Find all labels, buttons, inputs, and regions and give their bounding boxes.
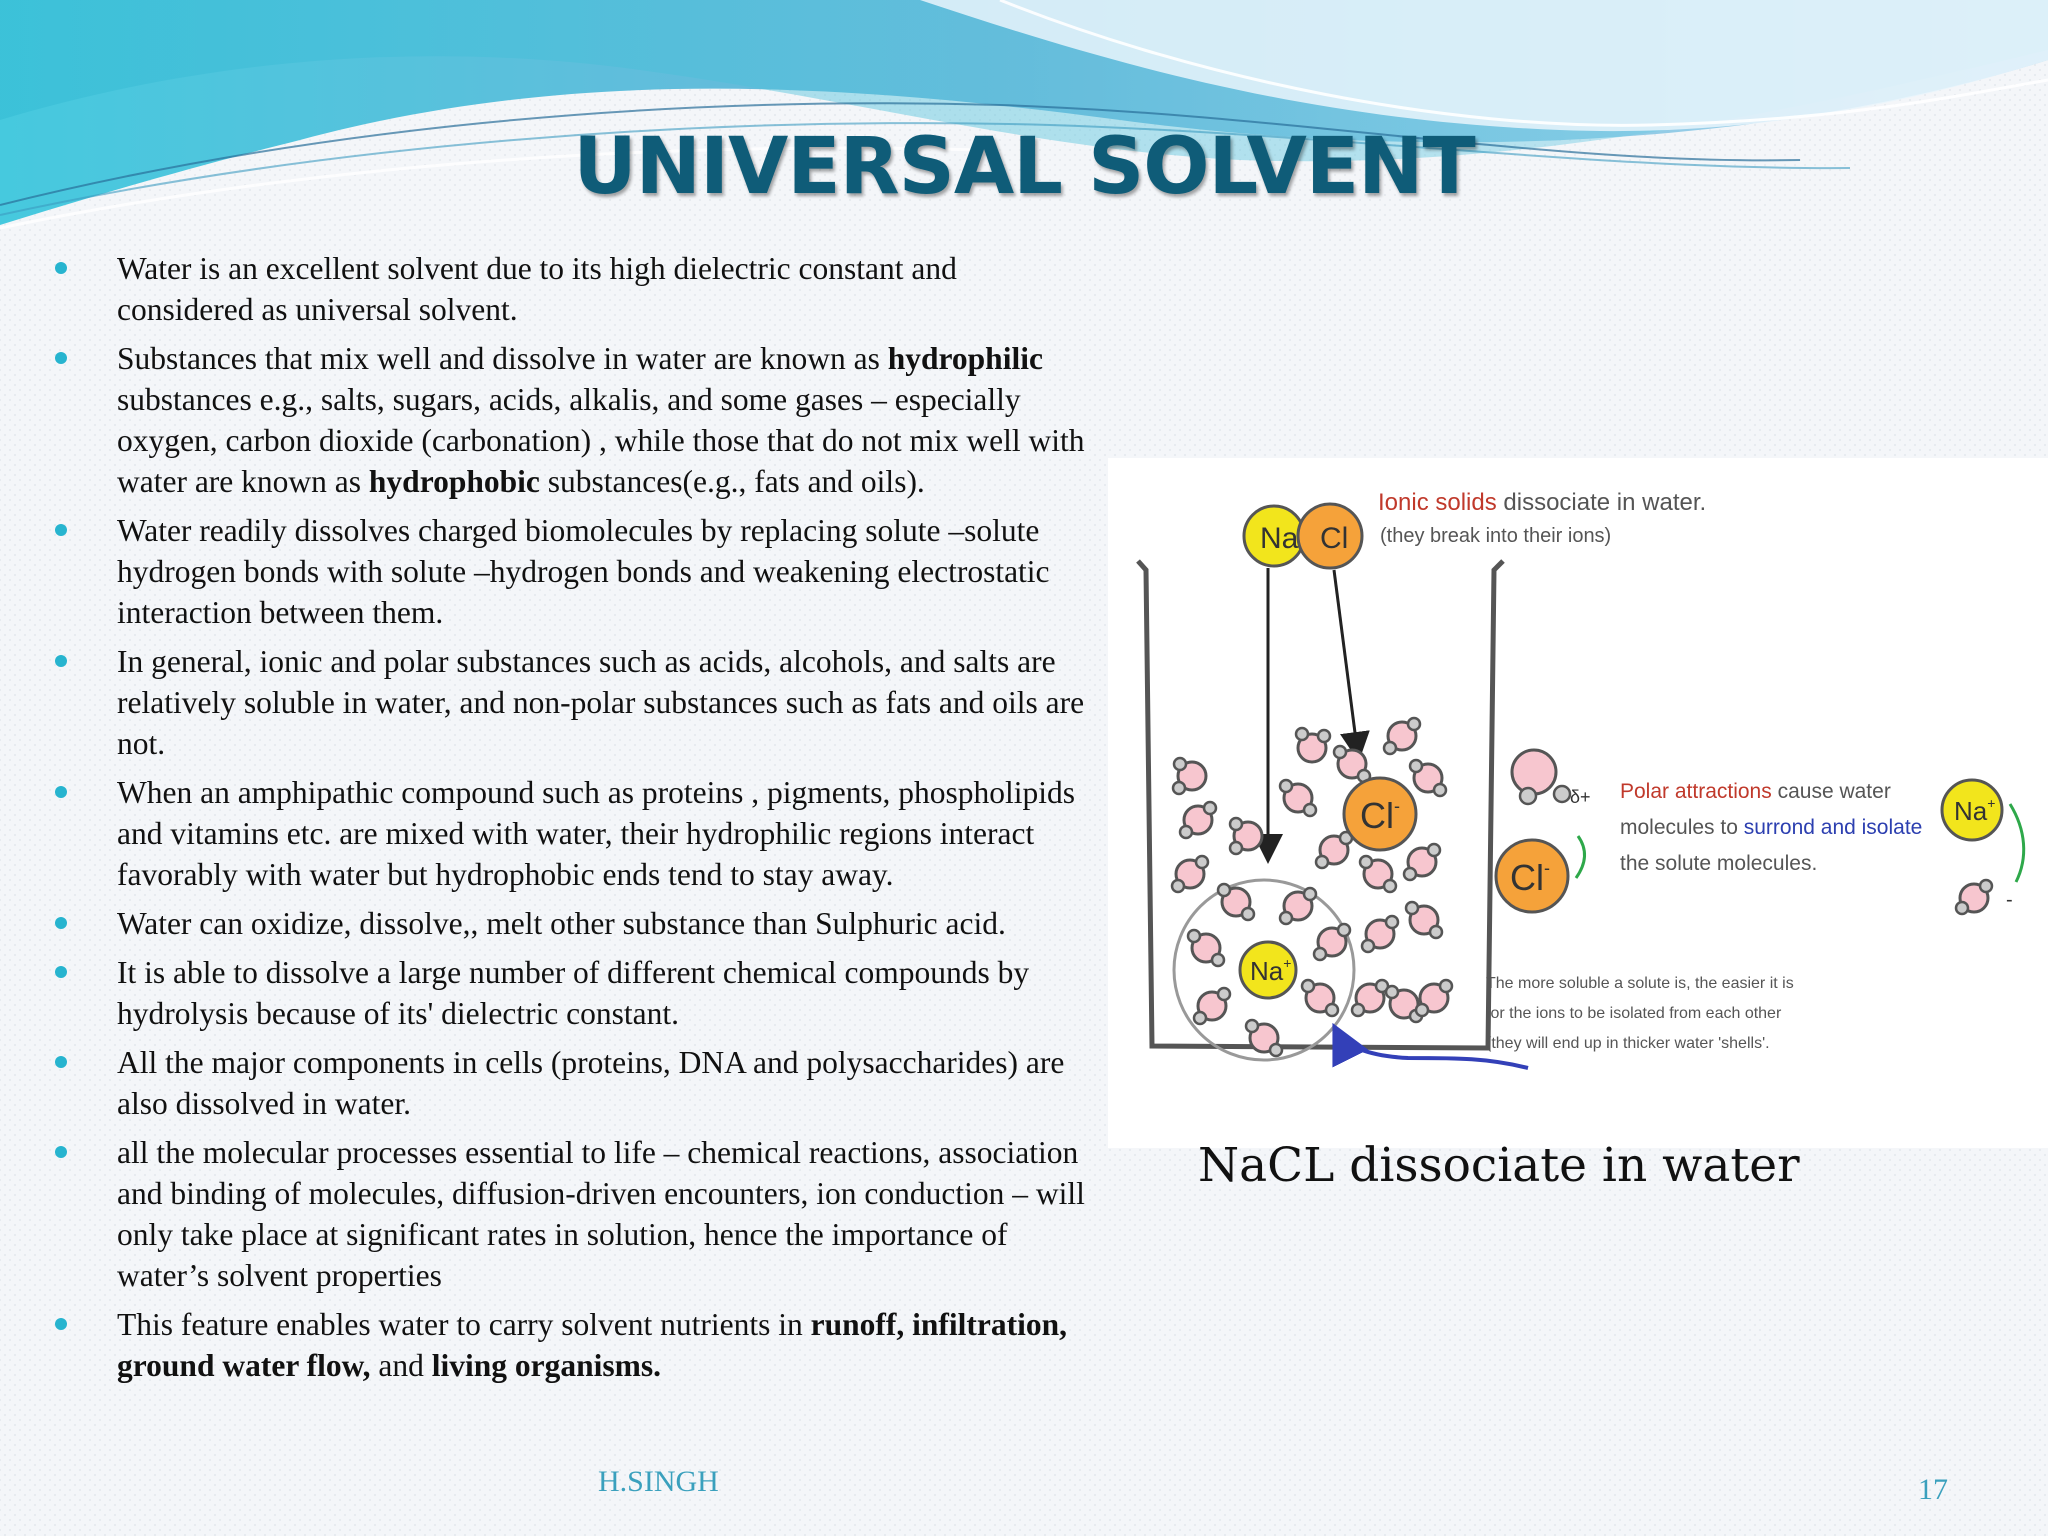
bullet-text: It is able to dissolve a large number of different chemical compounds by hydrolysis because of its' dielectric constant.	[117, 955, 1030, 1031]
bullet-text: In general, ionic and polar substances such as acids, alcohols, and salts are relatively soluble in water, and non-polar substances such as fats and oils are not.	[117, 644, 1085, 761]
bullet-item	[55, 952, 1100, 1034]
cl-label: Cl	[1320, 522, 1349, 555]
solubility-line1: The more soluble a solute is, the easier it is	[1486, 975, 1794, 992]
ionic-solids-label	[1378, 489, 1706, 516]
bullet-text: all the molecular processes essential to life – chemical reactions, association and binding of molecules, diffusion-driven encounters, ion conduction – will only take place at significant rates in solution, hence the importance of water’s solvent properties	[117, 1135, 1085, 1293]
bullet-dot-icon	[55, 524, 67, 536]
bullet-dot-icon	[55, 1056, 67, 1068]
diagram-caption: NaCL dissociate in water	[1198, 1138, 1800, 1193]
bullet-item	[55, 510, 1100, 633]
bullet-dot-icon	[55, 917, 67, 929]
bullet-text: Water can oxidize, dissolve,, melt other substance than Sulphuric acid.	[117, 906, 1006, 941]
diagram-svg	[1108, 458, 2048, 1148]
bullet-item	[55, 903, 1100, 944]
bullet-bold-term: hydrophilic	[887, 341, 1043, 376]
bullet-dot-icon	[55, 1146, 67, 1158]
ionic-solids-rest: dissociate in water.	[1496, 489, 1707, 516]
water-molecules	[1172, 718, 1452, 1056]
bullet-text: This feature enables water to carry solvent nutrients in	[117, 1307, 811, 1342]
cl-drop-arrow	[1334, 570, 1358, 756]
polar-text-line1: Polar attractions cause water	[1620, 780, 1891, 803]
ionic-solids-sub: (they break into their ions)	[1380, 525, 1612, 547]
beaker-outline	[1138, 561, 1503, 1048]
bullet-text: All the major components in cells (proteins, DNA and polysaccharides) are also dissolved in water.	[117, 1045, 1065, 1121]
nacl-dissociation-diagram	[1108, 458, 2048, 1148]
bullet-text: substances(e.g., fats and oils).	[539, 464, 925, 499]
solubility-line3: (they will end up in thicker water 'shells'.	[1486, 1035, 1770, 1052]
bullet-dot-icon	[55, 262, 67, 274]
bullet-item	[55, 1304, 1100, 1386]
na-ion-detail-label: Na+	[1954, 795, 1996, 826]
bullet-item	[55, 641, 1100, 764]
minus-sign-label: -	[2006, 889, 2013, 911]
na-ion-label: Na+	[1250, 955, 1292, 986]
bullet-list	[55, 248, 1100, 1394]
ionic-solids-highlight: Ionic solids	[1378, 489, 1497, 516]
bullet-dot-icon	[55, 352, 67, 364]
bullet-text: Water is an excellent solvent due to its high dielectric constant and considered as universal solvent.	[117, 251, 957, 327]
bullet-text: Water readily dissolves charged biomolecules by replacing solute –solute hydrogen bonds with solute –hydrogen bonds and weakening electrostatic interaction between them.	[117, 513, 1050, 630]
bullet-dot-icon	[55, 966, 67, 978]
bullet-item	[55, 1042, 1100, 1124]
polar-text-line3: the solute molecules.	[1620, 852, 1818, 875]
bullet-item	[55, 248, 1100, 330]
polar-text-line2: molecules to surrond and isolate	[1620, 816, 1923, 839]
bullet-text: Substances that mix well and dissolve in water are known as	[117, 341, 888, 376]
page-number: 17	[1918, 1473, 1948, 1506]
bullet-text: When an amphipathic compound such as proteins , pigments, phospholipids and vitamins etc. are mixed with water, their hydrophilic regions interact favorably with water but hydrophobic ends tend to stay away.	[117, 775, 1075, 892]
attraction-arc-2	[2010, 804, 2024, 882]
bullet-bold-term: living organisms.	[431, 1348, 662, 1383]
bullet-item	[55, 338, 1100, 502]
cl-ion-detail-label: Cl-	[1510, 857, 1550, 898]
bullet-dot-icon	[55, 1318, 67, 1330]
delta-plus-label: δ+	[1570, 787, 1591, 807]
bullet-bold-term: runoff, infiltration, ground water flow,	[117, 1307, 1068, 1383]
bullet-bold-term: hydrophobic	[368, 464, 540, 499]
cl-ion-label: Cl-	[1360, 795, 1400, 836]
bullet-dot-icon	[55, 655, 67, 667]
water-molecule-detail-2	[1956, 880, 1992, 914]
footer-author: H.SINGH	[598, 1465, 719, 1498]
na-label: Na	[1260, 522, 1299, 555]
water-molecule-detail	[1512, 750, 1570, 804]
attraction-arc	[1576, 836, 1585, 878]
solubility-line2: for the ions to be isolated from each other	[1486, 1005, 1782, 1022]
bullet-item	[55, 772, 1100, 895]
bullet-text: and	[370, 1348, 432, 1383]
bullet-dot-icon	[55, 786, 67, 798]
slide-title: UNIVERSAL SOLVENT	[573, 122, 1475, 212]
bullet-text: substances e.g., salts, sugars, acids, alkalis, and some gases – especially oxygen, carbon dioxide (carbonation) , while those that do not mix well with water are known as	[117, 382, 1085, 499]
bullet-item	[55, 1132, 1100, 1296]
